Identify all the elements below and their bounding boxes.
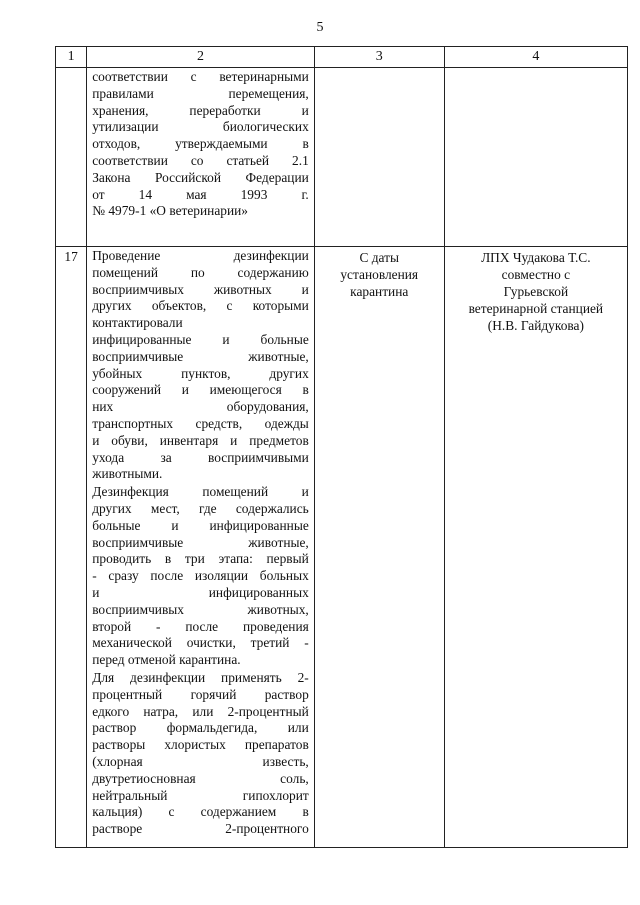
measure-text-cell — [87, 247, 315, 848]
text-line: контактировали — [92, 315, 183, 331]
text-line: соответствии с ветеринарными — [92, 69, 309, 84]
text-line: двутретиосновная соль, — [92, 770, 309, 786]
text-line: С даты — [359, 250, 399, 265]
text-line: Для дезинфекции применять 2- — [92, 669, 309, 685]
text-line: растворе 2-процентного — [92, 821, 309, 837]
text-line: карантина — [350, 284, 409, 299]
text-line: второй - после проведения — [92, 618, 309, 634]
text-line: кальция) с содержанием в — [92, 804, 309, 820]
table-row-17 — [56, 247, 628, 848]
measures-table — [55, 46, 628, 848]
text-line: установления — [340, 267, 419, 282]
text-line: от 14 мая 1993 г. — [92, 186, 309, 202]
table-row-continuation — [56, 68, 628, 247]
text-line: ветеринарной станцией — [468, 301, 604, 316]
table-header-row — [56, 47, 628, 68]
text-line: перед отменой карантина. — [92, 652, 241, 668]
text-line: помещений по содержанию — [92, 264, 309, 280]
text-line: Гурьевской — [503, 284, 569, 299]
header-cell-4: 4 — [444, 47, 627, 68]
text-line: восприимчивых животных и — [92, 281, 309, 297]
text-line: механической очистки, третий - — [92, 635, 309, 651]
text-line: транспортных средств, одежды — [92, 415, 309, 431]
text-line: и инфицированных — [92, 584, 309, 600]
text-line: проводить в три этапа: первый — [92, 551, 309, 567]
text-line: - сразу после изоляции больных — [92, 568, 309, 584]
text-line: сооружений и имеющегося в — [92, 382, 309, 398]
row-number-cell: 17 — [56, 247, 87, 848]
text-line: отходов, утверждаемыми в — [92, 136, 309, 152]
text-line: раствор формальдегида, или — [92, 720, 309, 736]
measure-text-cell — [87, 68, 315, 247]
text-line: ЛПХ Чудакова Т.С. — [481, 250, 591, 265]
text-line: едкого натра, или 2-процентный — [92, 703, 309, 719]
text-line: убойных пунктов, других — [92, 365, 309, 381]
text-line: растворы хлористых препаратов — [92, 737, 309, 753]
text-line: больные и инфицированные — [92, 517, 309, 533]
text-line: № 4979-1 «О ветеринарии» — [92, 203, 248, 219]
disinfection-paragraph-3 — [87, 669, 314, 838]
text-line: и обуви, инвентаря и предметов — [92, 432, 309, 448]
text-line: восприимчивые животные, — [92, 348, 309, 364]
text-line: правилами перемещения, — [92, 85, 309, 101]
text-line: Дезинфекция помещений и — [92, 484, 309, 500]
disinfection-paragraph-2 — [87, 483, 314, 669]
text-line: них оборудования, — [92, 399, 309, 415]
header-cell-2: 2 — [87, 47, 315, 68]
text-line: процентный горячий раствор — [92, 686, 309, 702]
text-line: (Н.В. Гайдукова) — [487, 318, 584, 333]
text-line: других объектов, с которыми — [92, 298, 309, 314]
text-line: восприимчивых животных, — [92, 601, 309, 617]
continuation-text — [87, 68, 314, 220]
text-line: животными. — [92, 466, 163, 482]
text-line: хранения, переработки и — [92, 102, 309, 118]
text-line: других мест, где содержались — [92, 500, 309, 516]
deadline-cell — [314, 68, 444, 247]
header-cell-1: 1 — [56, 47, 87, 68]
text-line: Закона Российской Федерации — [92, 169, 309, 185]
disinfection-paragraph-1 — [87, 247, 314, 483]
deadline-cell — [314, 247, 444, 848]
text-line: нейтральный гипохлорит — [92, 787, 309, 803]
responsible-cell — [444, 68, 627, 247]
text-line: совместно с — [501, 267, 571, 282]
text-line: Проведение дезинфекции — [92, 248, 309, 263]
page-number: 5 — [316, 20, 324, 35]
text-line: (хлорная известь, — [92, 753, 309, 769]
text-line: восприимчивые животные, — [92, 534, 309, 550]
header-cell-3: 3 — [314, 47, 444, 68]
responsible-cell — [444, 247, 627, 848]
text-line: соответствии со статьей 2.1 — [92, 152, 309, 168]
row-number-cell — [56, 68, 87, 247]
text-line: утилизации биологических — [92, 119, 309, 135]
text-line: ухода за восприимчивыми — [92, 449, 309, 465]
text-line: инфицированные и больные — [92, 331, 309, 347]
